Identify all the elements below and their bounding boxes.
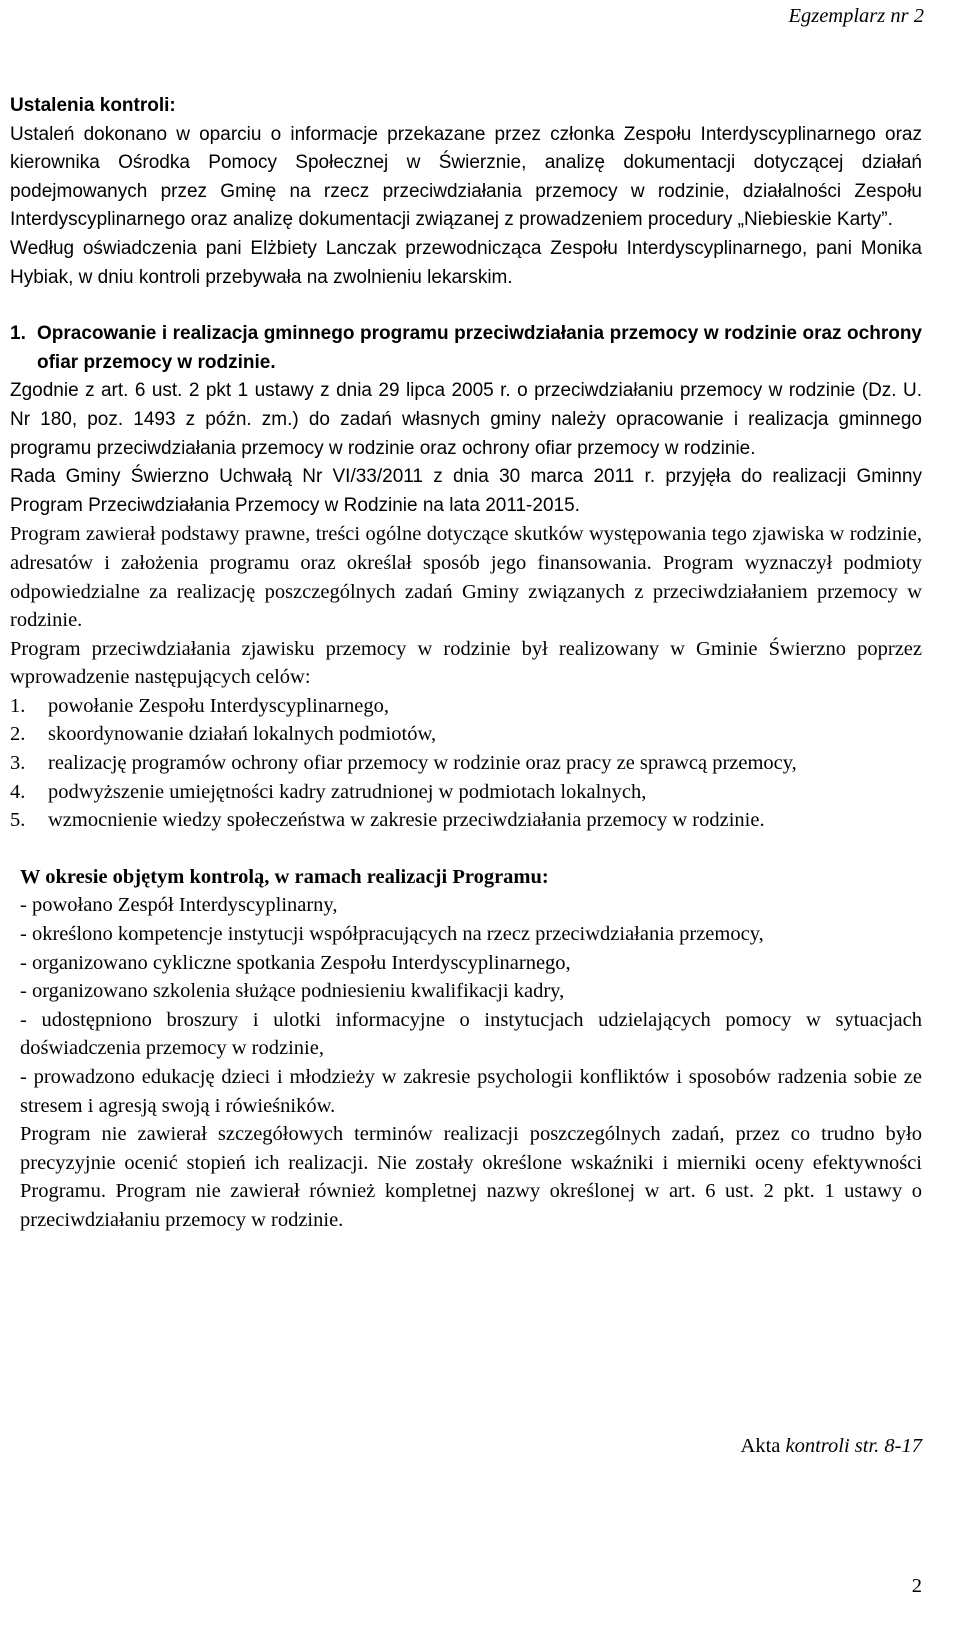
list-item: 1. powołanie Zespołu Interdyscyplinarnego, <box>10 694 390 717</box>
list-item: - powołano Zespół Interdyscyplinarny, <box>20 894 338 917</box>
findings-heading: Ustalenia kontroli: <box>10 95 176 116</box>
list-item: - organizowano cykliczne spotkania Zespołu Interdyscyplinarnego, <box>20 951 571 974</box>
spacer <box>10 835 922 863</box>
list-item: - określono kompetencje instytucji współpracujących na rzecz przeciwdziałania przemocy, <box>20 923 764 946</box>
list-item: - udostępniono broszury i ulotki informacyjne o instytucjach udzielających pomocy w sytuacjach doświadczenia przemocy w rodzinie, <box>20 1008 922 1060</box>
list-item: 3. realizację programów ochrony ofiar przemocy w rodzinie oraz pracy ze sprawcą przemocy, <box>10 752 797 775</box>
list-item: - prowadzono edukację dzieci i młodzieży w zakresie psychologii konfliktów i sposobów radzenia sobie ze stresem i agresją swoją i rówieśników. <box>20 1066 922 1117</box>
implementation-section <box>20 863 922 1235</box>
section-1-title <box>10 320 922 377</box>
implementation-list <box>20 891 922 1120</box>
list-item: 2. skoordynowanie działań lokalnych podmiotów, <box>10 723 437 746</box>
implementation-heading: W okresie objętym kontrolą, w ramach realizacji Programu: <box>20 865 549 888</box>
list-item: 4. podwyższenie umiejętności kadry zatrudnionej w podmiotach lokalnych, <box>10 780 647 803</box>
section-1-para-program-content: Program zawierał podstawy prawne, treści ogólne dotyczące skutków występowania tego zjawiska w rodzinie, adresatów i założenia programu oraz określał sposób jego finansowania. Program wyznaczył podmioty odpowiedzialne za realizację poszczególnych zadań Gminy związanych z przeciwdziałaniem przemocy w rodzinie. <box>10 523 922 632</box>
section-1-number: 1. <box>10 323 26 345</box>
section-1-title-text: Opracowanie i realizacja gminnego programu przeciwdziałania przemocy w rodzinie oraz ochrony ofiar przemocy w rodzinie. <box>37 323 922 373</box>
section-1-para-goals-intro: Program przeciwdziałania zjawisku przemocy w rodzinie był realizowany w Gminie Świerzno poprzez wprowadzenie następujących celów: <box>10 637 922 689</box>
document-body <box>10 92 922 1235</box>
findings-statement: Według oświadczenia pani Elżbiety Lanczak przewodnicząca Zespołu Interdyscyplinarnego, pani Monika Hybiak, w dniu kontroli przebywała na zwolnieniu lekarskim. <box>10 237 922 288</box>
goals-list <box>10 692 922 835</box>
findings-intro: Ustaleń dokonano w oparciu o informacje przekazane przez członka Zespołu Interdyscyplinarnego oraz kierownika Ośrodka Pomocy Społecznej w Świerznie, analizę dokumentacji dotyczącej działań podejmowanych przez Gminę na rzecz przeciwdziałania przemocy w rodzinie, działalności Zespołu Interdyscyplinarnego oraz analizę dokumentacji związanej z prowadzeniem procedury „Niebieskie Karty”. <box>10 123 922 231</box>
section-1-para-resolution: Rada Gminy Świerzno Uchwałą Nr VI/33/2011 z dnia 30 marca 2011 r. przyjęła do realizacji Gminny Program Przeciwdziałania Przemocy w Rodzinie na lata 2011-2015. <box>10 466 922 516</box>
copy-number-label: Egzemplarz nr 2 <box>788 5 924 27</box>
files-reference: Akta kontroli str. 8-17 <box>740 1435 922 1457</box>
list-item: - organizowano szkolenia służące podniesieniu kwalifikacji kadry, <box>20 980 565 1003</box>
spacer <box>10 292 922 320</box>
list-item: 5. wzmocnienie wiedzy społeczeństwa w zakresie przeciwdziałania przemocy w rodzinie. <box>10 809 765 832</box>
implementation-conclusion: Program nie zawierał szczegółowych terminów realizacji poszczególnych zadań, przez co trudno było precyzyjnie ocenić stopień ich realizacji. Nie zostały określone wskaźniki i mierniki oceny efektywności Programu. Program nie zawierał również kompletnej nazwy określonej w art. 6 ust. 2 pkt. 1 ustawy o przeciwdziałaniu przemocy w rodzinie. <box>20 1123 922 1231</box>
page-number: 2 <box>911 1575 922 1597</box>
section-1-para-legal-basis: Zgodnie z art. 6 ust. 2 pkt 1 ustawy z dnia 29 lipca 2005 r. o przeciwdziałaniu przemocy w rodzinie (Dz. U. Nr 180, poz. 1493 z późn. zm.) do zadań własnych gminy należy opracowanie i realizacja gminnego programu przeciwdziałania przemocy w rodzinie oraz ochrony ofiar przemocy w rodzinie. <box>10 380 922 459</box>
